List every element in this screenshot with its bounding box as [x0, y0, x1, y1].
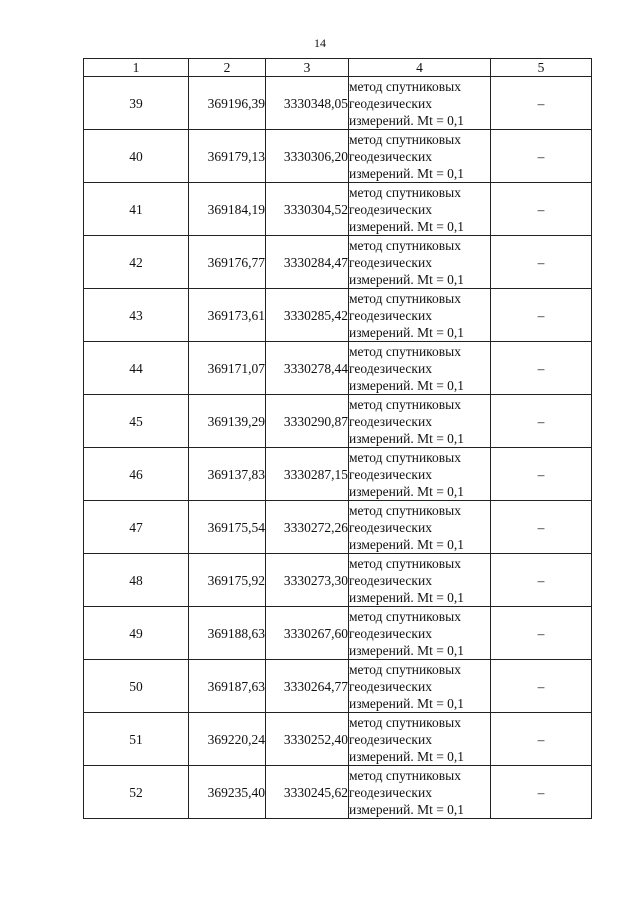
- point-number-cell: 46: [84, 448, 189, 501]
- point-number-cell: 45: [84, 395, 189, 448]
- note-cell: –: [491, 660, 592, 713]
- coordinates-table: [83, 58, 592, 819]
- method-cell: метод спутниковых геодезических измерений. Mt = 0,1: [349, 448, 491, 501]
- note-cell: –: [491, 342, 592, 395]
- header-col-3: 3: [266, 59, 349, 77]
- x-coordinate-cell: 369171,07: [189, 342, 266, 395]
- x-coordinate-cell: 369137,83: [189, 448, 266, 501]
- header-col-1: 1: [84, 59, 189, 77]
- method-cell: метод спутниковых геодезических измерений. Mt = 0,1: [349, 183, 491, 236]
- table-row: [84, 554, 592, 607]
- x-coordinate-cell: 369184,19: [189, 183, 266, 236]
- point-number-cell: 39: [84, 77, 189, 130]
- note-cell: –: [491, 448, 592, 501]
- y-coordinate-cell: 3330272,26: [266, 501, 349, 554]
- method-cell: метод спутниковых геодезических измерений. Mt = 0,1: [349, 766, 491, 819]
- x-coordinate-cell: 369175,92: [189, 554, 266, 607]
- table-row: [84, 236, 592, 289]
- note-cell: –: [491, 554, 592, 607]
- header-col-2: 2: [189, 59, 266, 77]
- point-number-cell: 44: [84, 342, 189, 395]
- header-col-5: 5: [491, 59, 592, 77]
- method-cell: метод спутниковых геодезических измерений. Mt = 0,1: [349, 77, 491, 130]
- note-cell: –: [491, 766, 592, 819]
- x-coordinate-cell: 369188,63: [189, 607, 266, 660]
- table-row: [84, 342, 592, 395]
- method-cell: метод спутниковых геодезических измерений. Mt = 0,1: [349, 342, 491, 395]
- table-row: [84, 766, 592, 819]
- y-coordinate-cell: 3330278,44: [266, 342, 349, 395]
- x-coordinate-cell: 369196,39: [189, 77, 266, 130]
- table-row: [84, 395, 592, 448]
- note-cell: –: [491, 501, 592, 554]
- x-coordinate-cell: 369176,77: [189, 236, 266, 289]
- y-coordinate-cell: 3330348,05: [266, 77, 349, 130]
- y-coordinate-cell: 3330252,40: [266, 713, 349, 766]
- note-cell: –: [491, 713, 592, 766]
- y-coordinate-cell: 3330273,30: [266, 554, 349, 607]
- table-row: [84, 289, 592, 342]
- y-coordinate-cell: 3330290,87: [266, 395, 349, 448]
- y-coordinate-cell: 3330304,52: [266, 183, 349, 236]
- x-coordinate-cell: 369220,24: [189, 713, 266, 766]
- note-cell: –: [491, 607, 592, 660]
- table-row: [84, 660, 592, 713]
- point-number-cell: 42: [84, 236, 189, 289]
- point-number-cell: 43: [84, 289, 189, 342]
- note-cell: –: [491, 183, 592, 236]
- y-coordinate-cell: 3330306,20: [266, 130, 349, 183]
- method-cell: метод спутниковых геодезических измерений. Mt = 0,1: [349, 395, 491, 448]
- method-cell: метод спутниковых геодезических измерений. Mt = 0,1: [349, 289, 491, 342]
- y-coordinate-cell: 3330287,15: [266, 448, 349, 501]
- point-number-cell: 52: [84, 766, 189, 819]
- point-number-cell: 50: [84, 660, 189, 713]
- point-number-cell: 40: [84, 130, 189, 183]
- note-cell: –: [491, 395, 592, 448]
- point-number-cell: 41: [84, 183, 189, 236]
- note-cell: –: [491, 236, 592, 289]
- method-cell: метод спутниковых геодезических измерений. Mt = 0,1: [349, 501, 491, 554]
- table-row: [84, 183, 592, 236]
- note-cell: –: [491, 289, 592, 342]
- y-coordinate-cell: 3330245,62: [266, 766, 349, 819]
- table-row: [84, 77, 592, 130]
- table-header-row: [84, 59, 592, 77]
- method-cell: метод спутниковых геодезических измерений. Mt = 0,1: [349, 236, 491, 289]
- table-row: [84, 448, 592, 501]
- point-number-cell: 48: [84, 554, 189, 607]
- method-cell: метод спутниковых геодезических измерений. Mt = 0,1: [349, 554, 491, 607]
- x-coordinate-cell: 369139,29: [189, 395, 266, 448]
- x-coordinate-cell: 369187,63: [189, 660, 266, 713]
- y-coordinate-cell: 3330267,60: [266, 607, 349, 660]
- note-cell: –: [491, 130, 592, 183]
- x-coordinate-cell: 369175,54: [189, 501, 266, 554]
- header-col-4: 4: [349, 59, 491, 77]
- y-coordinate-cell: 3330264,77: [266, 660, 349, 713]
- table-row: [84, 501, 592, 554]
- method-cell: метод спутниковых геодезических измерений. Mt = 0,1: [349, 713, 491, 766]
- point-number-cell: 49: [84, 607, 189, 660]
- table-body: [84, 77, 592, 819]
- table-row: [84, 713, 592, 766]
- x-coordinate-cell: 369235,40: [189, 766, 266, 819]
- method-cell: метод спутниковых геодезических измерений. Mt = 0,1: [349, 660, 491, 713]
- x-coordinate-cell: 369173,61: [189, 289, 266, 342]
- y-coordinate-cell: 3330285,42: [266, 289, 349, 342]
- table-row: [84, 130, 592, 183]
- method-cell: метод спутниковых геодезических измерений. Mt = 0,1: [349, 130, 491, 183]
- point-number-cell: 51: [84, 713, 189, 766]
- table-row: [84, 607, 592, 660]
- point-number-cell: 47: [84, 501, 189, 554]
- page-number: 14: [314, 36, 326, 50]
- y-coordinate-cell: 3330284,47: [266, 236, 349, 289]
- note-cell: –: [491, 77, 592, 130]
- x-coordinate-cell: 369179,13: [189, 130, 266, 183]
- method-cell: метод спутниковых геодезических измерений. Mt = 0,1: [349, 607, 491, 660]
